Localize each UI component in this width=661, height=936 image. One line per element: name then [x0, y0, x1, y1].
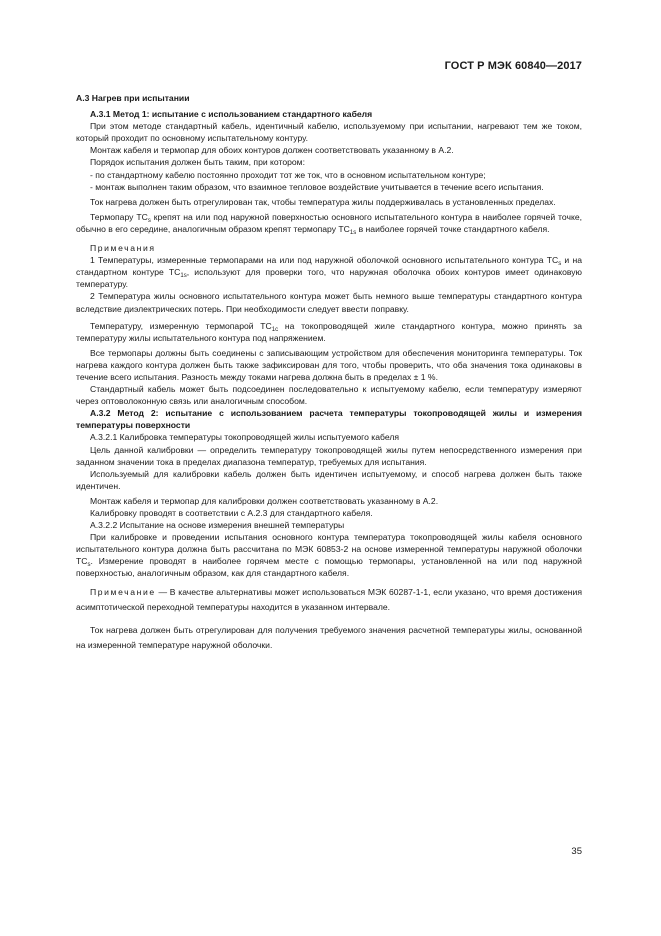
note-1: 1 Температуры, измеренные термопарами на или под наружной оболочкой основного испытательного контура $TC_s$ и на стандартном контуре $TC_{1s}$, используют для проверки того, что наружная оболочка обоих контуров имеет одинаковую температуру.	[76, 255, 582, 290]
section-a321-heading: А.3.2.1 Калибровка температуры токопроводящей жилы испытуемого кабеля	[90, 432, 400, 443]
paragraph: Монтаж кабеля и термопар для калибровки должен соответствовать указанному в А.2.	[90, 495, 439, 506]
page-content	[76, 92, 582, 654]
note-3: Примечание — В качестве альтернативы может использоваться МЭК 60287-1-1, если указано, что время достижения асимптотической переходной температуры находится в указанном интервале.	[76, 586, 582, 613]
paragraph: Используемый для калибровки кабель должен быть идентичен испытуемому, и способ нагрева должен быть также идентичен.	[76, 468, 582, 491]
notes-label: Примечания	[90, 243, 156, 254]
paragraph: Все термопары должны быть соединены с записывающим устройством для обеспечения мониторинга температуры. Ток нагрева каждого контура должен быть также зафиксирован для того, чтобы проверить, что оба значения тока одинаковы в течение всего испытания. Разность между токами нагрева должна быть в пределах ± 1 %.	[76, 347, 582, 382]
paragraph: При калибровке и проведении испытания основного контура температура токопроводящей жилы кабеля основного испытательного контура должна быть рассчитана по МЭК 60853-2 на основе измеренной температуры наружной оболочки $TC_s$. Измерение проводят в наиболее горячем месте с помощью термопары, установленной на или под наружной поверхностью, аналогичным образом, как для стандартного кабеля.	[76, 532, 582, 579]
paragraph: При этом методе стандартный кабель, идентичный кабелю, используемому при испытании, нагревают тем же током, который проходит по основному испытательному контуру.	[76, 121, 582, 144]
paragraph: Порядок испытания должен быть таким, при котором:	[90, 157, 305, 168]
paragraph: Стандартный кабель может быть подсоединен последовательно к испытуемому кабелю, если температуру измеряют через оптоволоконную связь или аналогичным способом.	[76, 384, 582, 407]
standard-header: ГОСТ Р МЭК 60840—2017	[444, 60, 582, 72]
section-a32-heading: А.3.2 Метод 2: испытание с использованием расчета температуры токопроводящей жилы и измерения температуры поверхности	[76, 408, 582, 431]
paragraph-thermocouple-placement: Термопару $TC_s$ крепят на или под наружной поверхностью основного испытательного контура в наиболее горячей точке, обычно в его середине, аналогичным образом крепят термопару $TC_{1s}$ в наиболее горячей точке стандартного кабеля.	[76, 211, 582, 236]
paragraph: Ток нагрева должен быть отрегулирован так, чтобы температура жилы поддерживалась в установленных пределах.	[90, 196, 556, 207]
list-item: - по стандартному кабелю постоянно проходит тот же ток, что в основном испытательном контуре;	[90, 169, 486, 180]
section-a31-heading: А.3.1 Метод 1: испытание с использованием стандартного кабеля	[90, 109, 373, 120]
list-item: - монтаж выполнен таким образом, что взаимное тепловое воздействие учитывается в течение всего испытания.	[90, 181, 544, 192]
paragraph: Цель данной калибровки — определить температуру токопроводящей жилы путем непосредственного измерения при заданном значении тока в пределах диапазона температур, требуемых для испытания.	[76, 444, 582, 467]
page-number: 35	[571, 846, 582, 857]
section-a3-heading: А.3 Нагрев при испытании	[76, 93, 190, 103]
note-2: 2 Температура жилы основного испытательного контура может быть немного выше температуры стандартного контура вследствие диэлектрических потерь. При необходимости следует ввести поправку.	[76, 291, 582, 314]
paragraph: Ток нагрева должен быть отрегулирован для получения требуемого значения расчетной температуры жилы, основанной на измеренной температуре наружной оболочки.	[76, 624, 582, 651]
paragraph: Температуру, измеренную термопарой $TC_{1c}$ на токопроводящей жиле стандартного контура, можно принять за температуру жилы испытательного контура под напряжением.	[76, 320, 582, 343]
section-a322-heading: А.3.2.2 Испытание на основе измерения внешней температуры	[90, 520, 345, 531]
paragraph: Калибровку проводят в соответствии с А.2.3 для стандартного кабеля.	[90, 508, 373, 518]
paragraph: Монтаж кабеля и термопар для обоих контуров должен соответствовать указанному в А.2.	[90, 145, 454, 156]
